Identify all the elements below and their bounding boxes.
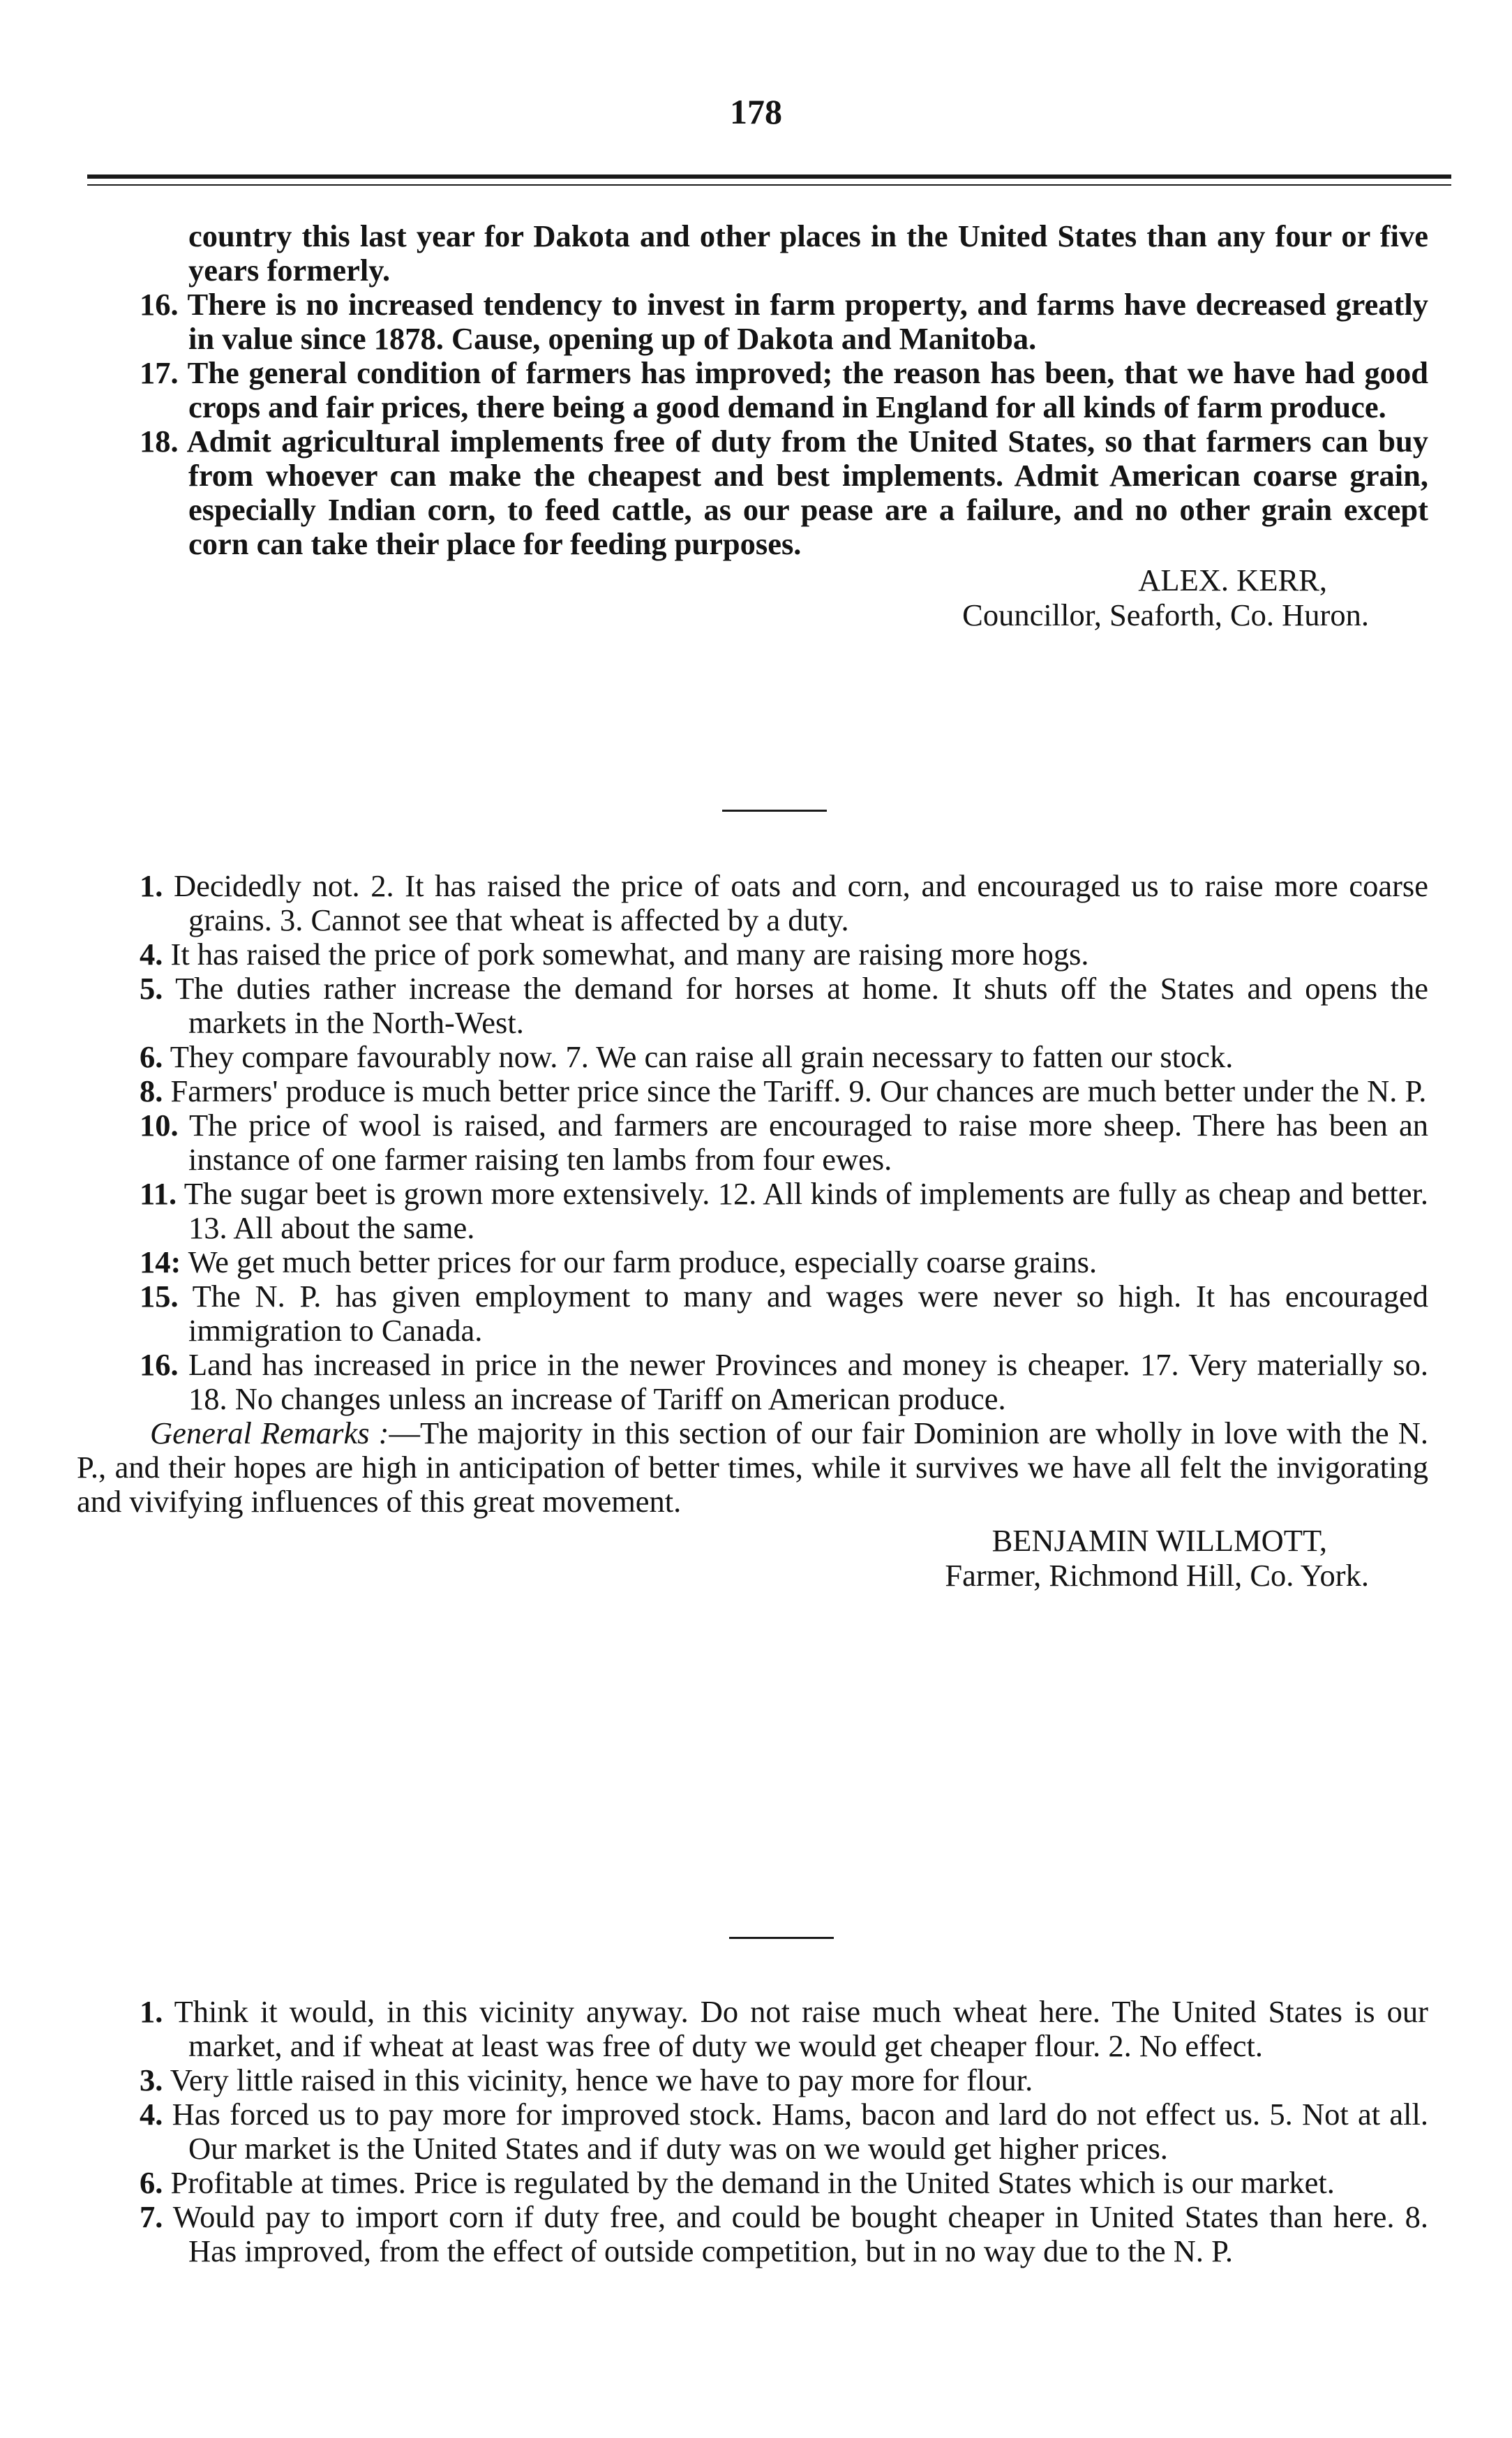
item-number: 7. — [140, 2199, 163, 2234]
header-rule-thin — [87, 184, 1451, 186]
answer-item — [140, 868, 1428, 937]
item-number: 4. — [140, 937, 163, 972]
page-number: 178 — [730, 92, 782, 131]
item-text: Admit agricultural implements free of duty from the United States, so that farmers can buy from whoever can make the cheapest and best implements. Admit American coarse grain, especially Indian corn, to feed cattle, as our pease are a failure, and no other grain except corn can take their place for feeding purposes. — [186, 424, 1428, 561]
answer-item — [140, 424, 1428, 561]
section-separator — [729, 1937, 834, 1939]
item-text: The N. P. has given employment to many and wages were never so high. It has encouraged immigration to Canada. — [188, 1279, 1428, 1348]
item-number: 8. — [140, 1073, 163, 1108]
item-number: 11. — [140, 1176, 177, 1211]
item-text: Has forced us to pay more for improved stock. Hams, bacon and lard do not effect us. 5. Not at all. Our market is the United States and if duty was on we would get higher prices. — [172, 2097, 1429, 2166]
answer-item — [140, 1347, 1429, 1416]
continuation-text: country this last year for Dakota and other places in the United States than any four or five years formerly. — [188, 218, 1428, 288]
item-number: 4. — [140, 2097, 163, 2132]
answer-item — [140, 1039, 1428, 1074]
answer-item — [140, 2165, 1428, 2200]
item-text: The sugar beet is grown more extensively. 12. All kinds of implements are fully as cheap and better. 13. All about the same. — [184, 1176, 1429, 1245]
item-text: The duties rather increase the demand for horses at home. It shuts off the States and opens the markets in the North-West. — [175, 971, 1428, 1040]
item-number: 5. — [140, 971, 163, 1006]
answer-item — [140, 1073, 1428, 1108]
answer-item — [140, 1176, 1429, 1245]
section-alex-kerr — [0, 219, 1512, 632]
answer-item — [140, 971, 1428, 1040]
item-text: They compare favourably now. 7. We can raise all grain necessary to fatten our stock. — [170, 1039, 1234, 1074]
answer-item — [140, 1108, 1428, 1177]
item-number: 10. — [140, 1108, 179, 1143]
item-number: 1. — [140, 868, 163, 903]
item-text: It has raised the price of pork somewhat, and many are raising more hogs. — [170, 937, 1089, 972]
item-number: 6. — [140, 2165, 163, 2200]
signature-name: ALEX. KERR, — [1138, 563, 1327, 597]
item-number: 15. — [140, 1279, 179, 1314]
section-third-respondent — [0, 1995, 1512, 2268]
item-text: The price of wool is raised, and farmers are encouraged to raise more sheep. There has been an instance of one farmer raising ten lambs from four ewes. — [188, 1108, 1428, 1177]
answer-item — [140, 1994, 1428, 2063]
answer-item — [140, 2199, 1428, 2268]
answer-item — [140, 355, 1428, 424]
signature-title: Councillor, Seaforth, Co. Huron. — [962, 597, 1369, 632]
item-text: Think it would, in this vicinity anyway. Do not raise much wheat here. The United States is our market, and if wheat at least was free of duty we would get cheaper flour. 2. No effect. — [174, 1994, 1428, 2063]
header-rule-thick — [87, 174, 1451, 179]
item-text: We get much better prices for our farm produce, especially coarse grains. — [188, 1244, 1098, 1279]
item-text: Land has increased in price in the newer Provinces and money is cheaper. 17. Very materially so. 18. No changes unless an increase of Tariff on American produce. — [188, 1347, 1429, 1416]
answer-item — [140, 2062, 1428, 2097]
section-benjamin-willmott — [0, 869, 1512, 1593]
item-text: Farmers' produce is much better price since the Tariff. 9. Our chances are much better under the N. P. — [170, 1073, 1427, 1108]
item-text: Profitable at times. Price is regulated by the demand in the United States which is our market. — [170, 2165, 1335, 2200]
answer-item — [140, 287, 1428, 356]
general-remarks — [77, 1416, 1428, 1519]
item-number: 17. — [140, 355, 179, 390]
item-number: 16. — [140, 1347, 179, 1382]
item-number: 14: — [140, 1244, 181, 1279]
item-number: 6. — [140, 1039, 163, 1074]
item-text: Very little raised in this vicinity, hence we have to pay more for flour. — [170, 2062, 1033, 2097]
signature-title: Farmer, Richmond Hill, Co. York. — [945, 1558, 1369, 1593]
remarks-text: —The majority in this section of our fair Dominion are wholly in love with the N. P., and their hopes are high in anticipation of better times, while it survives we have all felt the invigorating and vivifying influences of this great movement. — [77, 1415, 1428, 1519]
item-number: 1. — [140, 1994, 163, 2029]
item-text: Would pay to import corn if duty free, and could be bought cheaper in United States than here. 8. Has improved, from the effect of outside competition, but in no way due to the N. P. — [172, 2199, 1428, 2268]
section-separator — [722, 810, 827, 812]
signature-name: BENJAMIN WILLMOTT, — [991, 1523, 1327, 1558]
answer-item — [140, 2097, 1429, 2166]
item-text: There is no increased tendency to invest in farm property, and farms have decreased greatly in value since 1878. Cause, opening up of Dakota and Manitoba. — [187, 287, 1428, 356]
item-number: 3. — [140, 2062, 163, 2097]
item-text: Decidedly not. 2. It has raised the price of oats and corn, and encouraged us to raise more coarse grains. 3. Cannot see that wheat is affected by a duty. — [174, 868, 1428, 937]
item-text: The general condition of farmers has improved; the reason has been, that we have had good crops and fair prices, there being a good demand in England for all kinds of farm produce. — [187, 355, 1428, 424]
answer-item — [140, 937, 1428, 972]
answer-item — [140, 1279, 1428, 1348]
answer-item — [140, 1244, 1428, 1279]
item-number: 16. — [140, 287, 179, 322]
item-number: 18. — [140, 424, 179, 459]
remarks-label: General Remarks : — [150, 1415, 389, 1450]
